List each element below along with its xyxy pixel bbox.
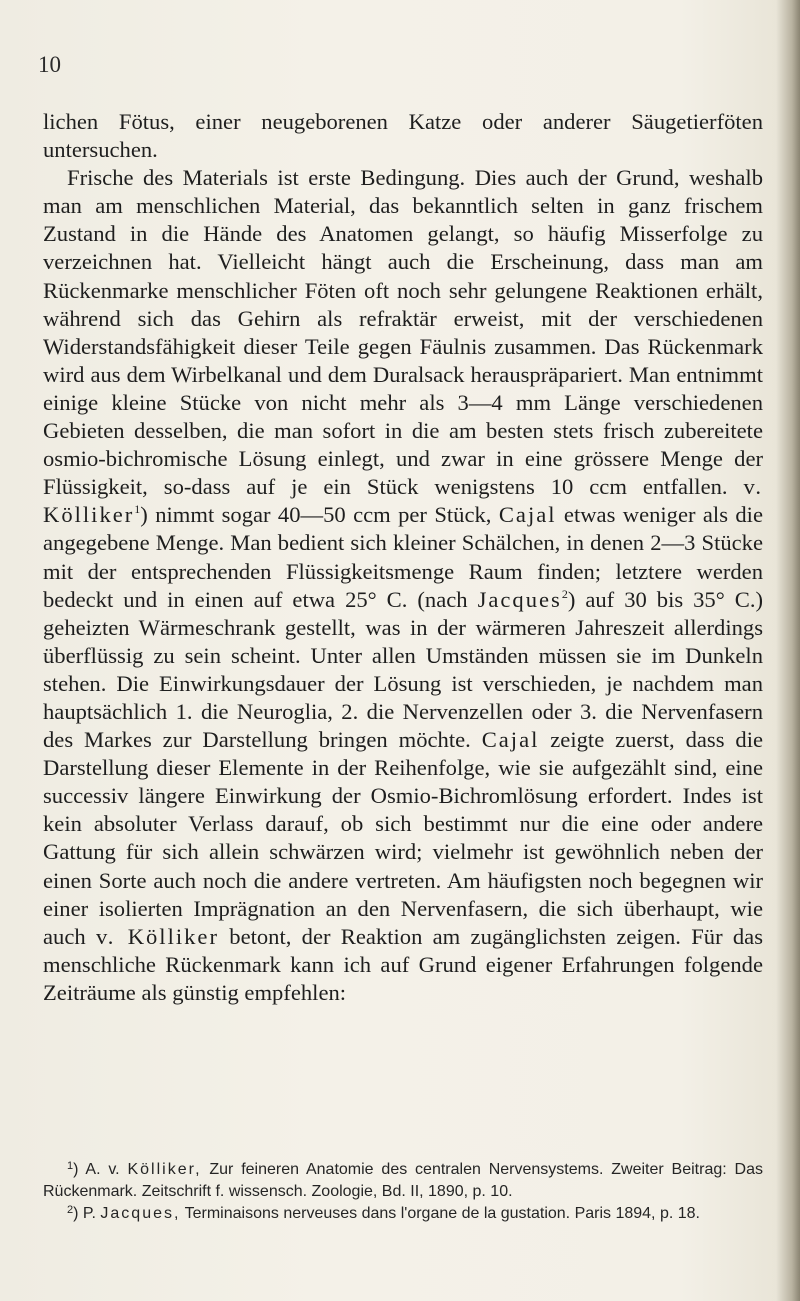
footnote-2-text: Terminaisons nerveuses dans l'organe de la gustation. Paris 1894, p. 18. — [184, 1204, 700, 1222]
footnote-1-mark: 1 — [67, 1160, 74, 1172]
author-name-jacques: Jacques — [477, 586, 562, 612]
author-name-cajal-2: Cajal — [481, 727, 540, 753]
author-name-koelliker-2: v. Kölliker — [95, 923, 219, 949]
footnote-1-text: Zur feineren Anatomie des centralen Nervensystems. Zweiter Beitrag: Das Rückenmark. Zeitschrift f. wissensch. Zoologie, Bd. II, 1890, p. 10. — [43, 1161, 763, 1200]
paragraph-text-1: Frische des Materials ist erste Bedingung. Dies auch der Grund, weshalb man am menschlichen Material, das bekanntlich selten in ganz frischem Zustand in die Hände des Anatomen gelangt, so häufig Misserfolge zu verzeichnen hat. Vielleicht hängt auch die Erscheinung, dass man am Rückenmarke menschlicher Föten oft noch sehr gelungene Reaktionen erhält, während sich das Gehirn als refraktär erweist, mit der verschiedenen Widerstandsfähigkeit dieser Teile gegen Fäulnis zusammen. Das Rückenmark wird aus dem Wirbelkanal und dem Duralsack herauspräpariert. Man entnimmt einige kleine Stücke von nicht mehr als 3—4 mm Länge verschiedenen Gebieten desselben, die man sofort in die am besten stets frisch zubereitete osmio-bichromische Lösung einlegt, und zwar in eine grössere Menge der Flüssigkeit, so-dass auf je ein Stück wenigstens 10 ccm entfallen. — [43, 165, 763, 500]
paragraph-text-2: nimmt sogar 40—50 ccm per Stück, — [155, 502, 492, 528]
body-text — [43, 108, 763, 1007]
footnote-ref-2: 2 — [561, 586, 568, 601]
paragraph-text-5: zeigte zuerst, dass die Darstellung dieser Elemente in der Reihenfolge, wie sie aufgezählt sind, eine successiv längere Einwirkung der Osmio-Bichromlösung erfordert. Indes ist kein absoluter Verlass darauf, ob sich bestimmt nur die eine oder andere Gattung für sich allein schwärzen wird; vielmehr ist gewöhnlich neben der einen Sorte auch noch die andere vertreten. Am häufigsten noch begegnen wir einer isolierten Imprägnation an den Nervenfasern, die sich überhaupt, wie auch — [43, 727, 764, 949]
footnote-1-author: Kölliker, — [127, 1161, 202, 1178]
paragraph-text-6: betont, der Reaktion am zugänglichsten zeigen. Für das menschliche Rückenmark kann ich auf Grund eigener Erfahrungen folgende Zeiträume als günstig empfehlen: — [43, 923, 763, 1005]
footnote-ref-1: 1 — [134, 502, 141, 517]
footnote-1-prefix: ) A. v. — [73, 1161, 120, 1178]
page-number: 10 — [38, 52, 61, 77]
paragraph-materials: Frische des Materials ist erste Bedingung. Dies auch der Grund, weshalb man am menschlichen Material, das bekanntlich selten in ganz frischem Zustand in die Hände des Anatomen gelangt, so häufig Misserfolge zu verzeichnen hat. Vielleicht hängt auch die Erscheinung, dass man am Rückenmarke menschlicher Föten oft noch sehr gelungene Reaktionen erhält, während sich das Gehirn als refraktär erweist, mit der verschiedenen Widerstandsfähigkeit dieser Teile gegen Fäulnis zusammen. Das Rückenmark wird aus dem Wirbelkanal und dem Duralsack herauspräpariert. Man entnimmt einige kleine Stücke von nicht mehr als 3—4 mm Länge verschiedenen Gebieten desselben, die man sofort in die am besten stets frisch zubereitete osmio-bichromische Lösung einlegt, und zwar in eine grössere Menge der Flüssigkeit, so-dass auf je ein Stück wenigstens 10 ccm entfallen. v. Kölliker$^1$) nimmt sogar 40—50 ccm per Stück, Cajal etwas weniger als die angegebene Menge. Man bedient sich kleiner Schälchen, in denen 2—3 Stücke mit der entsprechenden Flüssigkeitsmenge Raum finden; letztere werden bedeckt und in einen auf etwa 25° C. (nach Jacques$^2$) auf 30 bis 35° C.) geheizten Wärmeschrank gestellt, was in der wärmeren Jahreszeit allerdings überflüssig zu sein scheint. Unter allen Umständen müssen sie im Dunkeln stehen. Die Einwirkungsdauer der Lösung ist verschieden, je nachdem man hauptsächlich 1. die Neuroglia, 2. die Nervenzellen oder 3. die Nervenfasern des Markes zur Darstellung bringen möchte. Cajal zeigte zuerst, dass die Darstellung dieser Elemente in der Reihenfolge, wie sie aufgezählt sind, eine successiv längere Einwirkung der Osmio-Bichromlösung erfordert. Indes ist kein absoluter Verlass darauf, ob sich bestimmt nur die eine oder andere Gattung für sich allein schwärzen wird; vielmehr ist gewöhnlich neben der einen Sorte auch noch die andere vertreten. Am häufigsten noch begegnen wir einer isolierten Imprägnation an den Nervenfasern, die sich überhaupt, wie auch v. Kölliker betont, der Reaktion am zugänglichsten zeigen. Für das menschliche Rückenmark kann ich auf Grund eigener Erfahrungen folgende Zeiträume als günstig empfehlen: — [43, 165, 764, 1005]
paragraph-text-4: auf 30 bis 35° C.) geheizten Wärmeschrank gestellt, was in der wärmeren Jahreszeit allerdings überflüssig zu sein scheint. Unter allen Umständen müssen sie im Dunkeln stehen. Die Einwirkungsdauer der Lösung ist verschieden, je nachdem man hauptsächlich 1. die Neuroglia, 2. die Nervenzellen oder 3. die Nervenfasern des Markes zur Darstellung bringen möchte. — [43, 586, 763, 753]
footnote-2 — [43, 1203, 763, 1225]
footnote-2-author: Jacques, — [100, 1204, 181, 1222]
footnote-1 — [43, 1159, 763, 1202]
footnote-2-prefix: ) P. — [73, 1204, 96, 1222]
footnote-2-mark: 2 — [67, 1203, 74, 1216]
paragraph-text-3: etwas weniger als die angegebene Menge. Man bedient sich kleiner Schälchen, in denen 2—3 Stücke mit der entsprechenden Flüssigkeitsmenge Raum finden; letztere werden bedeckt und in einen auf etwa 25° C. (nach — [43, 502, 763, 612]
footnotes — [43, 1159, 763, 1225]
paragraph-continuation: lichen Fötus, einer neugeborenen Katze oder anderer Säugetierföten untersuchen. — [43, 109, 763, 163]
author-name-koelliker: v. Kölliker — [43, 474, 763, 528]
author-name-cajal: Cajal — [498, 502, 557, 528]
